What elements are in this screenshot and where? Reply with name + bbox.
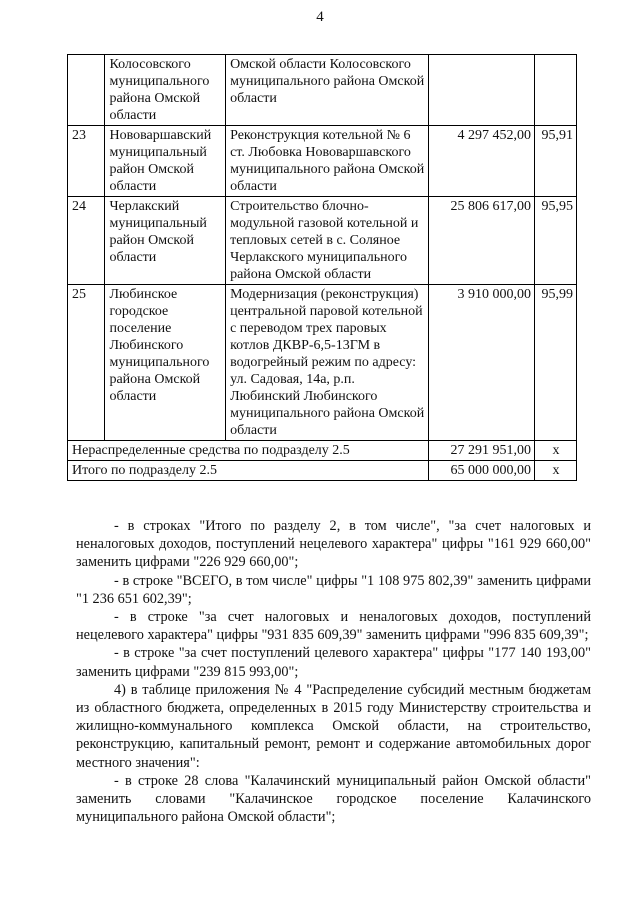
amount-cell xyxy=(429,55,535,126)
total-mark: x xyxy=(535,461,577,481)
project-description: Строительство блочно-модульной газовой котельной и тепловых сетей в с. Соляное Черлакского муниципального района Омской области xyxy=(226,197,429,285)
row-number: 24 xyxy=(68,197,105,285)
paragraph: 4) в таблице приложения № 4 "Распределение субсидий местным бюджетам из областного бюджета, определенных в 2015 году Министерству строительства и жилищно-коммунального комплекса Омской области, на строительство, реконструкцию, капитальный ремонт, ремонт и содержание автомобильных дорог местного значения": xyxy=(76,681,591,771)
table-row xyxy=(68,197,577,285)
subsidy-table xyxy=(67,54,577,481)
percent-cell: 95,91 xyxy=(535,126,577,197)
paragraph: - в строках "Итого по разделу 2, в том числе", "за счет налоговых и неналоговых доходов, поступлений нецелевого характера" цифры "161 929 660,00" заменить цифрами "226 929 660,00"; xyxy=(76,518,591,571)
percent-cell: 95,99 xyxy=(535,285,577,441)
municipality-name: Нововаршавский муниципальный район Омской области xyxy=(105,126,226,197)
project-description: Реконструкция котельной № 6 ст. Любовка Нововаршавского муниципального района Омской области xyxy=(226,126,429,197)
table-row xyxy=(68,126,577,197)
row-number: 25 xyxy=(68,285,105,441)
municipality-name: Колосовского муниципального района Омской области xyxy=(105,55,226,126)
municipality-name: Черлакский муниципальный район Омской области xyxy=(105,197,226,285)
undistributed-mark: x xyxy=(535,441,577,461)
project-description: Модернизация (реконструкция) центральной паровой котельной с переводом трех паровых котлов ДКВР-6,5-13ГМ в водогрейный режим по адресу: ул. Садовая, 14а, р.п. Любинский Любинского муниципального района Омской области xyxy=(226,285,429,441)
paragraph: - в строке "за счет поступлений целевого характера" цифры "177 140 193,00" заменить цифрами "239 815 993,00"; xyxy=(76,645,591,680)
paragraph: - в строке 28 слова "Калачинский муниципальный район Омской области" заменить словами "Калачинское городское поселение Калачинского муниципального района Омской области"; xyxy=(76,772,591,826)
amount-cell: 4 297 452,00 xyxy=(429,126,535,197)
row-number xyxy=(68,55,105,126)
undistributed-amount: 27 291 951,00 xyxy=(429,441,535,461)
table-row xyxy=(68,285,577,441)
percent-cell: 95,95 xyxy=(535,197,577,285)
amendment-text xyxy=(76,517,591,826)
paragraph: - в строке "ВСЕГО, в том числе" цифры "1 108 975 802,39" заменить цифрами "1 236 651 602,39"; xyxy=(76,572,591,607)
total-amount: 65 000 000,00 xyxy=(429,461,535,481)
paragraph: - в строке "за счет налоговых и неналоговых доходов, поступлений нецелевого характера" цифры "931 835 609,39" заменить цифрами "996 835 609,39"; xyxy=(76,609,591,644)
municipality-name: Любинское городское поселение Любинского муниципального района Омской области xyxy=(105,285,226,441)
total-row xyxy=(68,461,577,481)
percent-cell xyxy=(535,55,577,126)
undistributed-row xyxy=(68,441,577,461)
amount-cell: 3 910 000,00 xyxy=(429,285,535,441)
total-label: Итого по подразделу 2.5 xyxy=(68,461,429,481)
table-row xyxy=(68,55,577,126)
page-number: 4 xyxy=(316,9,324,25)
amount-cell: 25 806 617,00 xyxy=(429,197,535,285)
project-description: Омской области Колосовского муниципального района Омской области xyxy=(226,55,429,126)
undistributed-label: Нераспределенные средства по подразделу 2.5 xyxy=(68,441,429,461)
row-number: 23 xyxy=(68,126,105,197)
